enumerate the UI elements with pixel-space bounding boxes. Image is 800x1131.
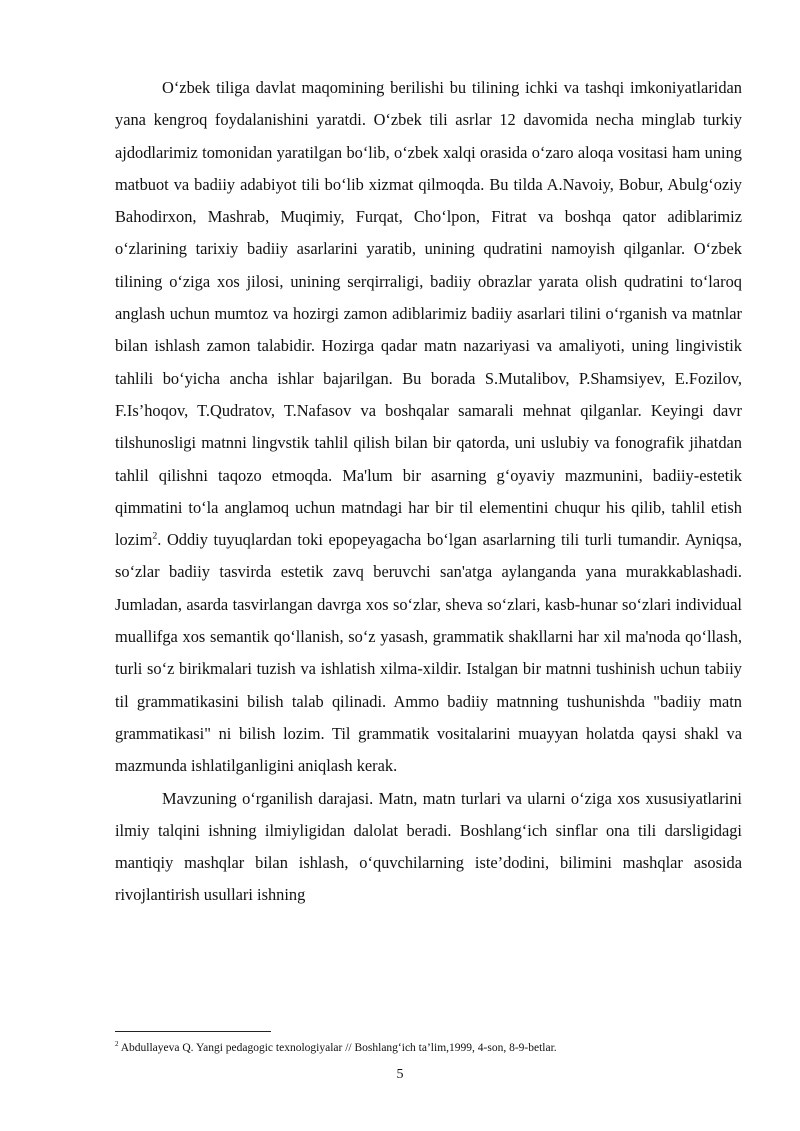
paragraph-1 xyxy=(115,72,742,783)
footnote xyxy=(115,1041,742,1056)
footnote-number: 2 xyxy=(115,1041,119,1049)
paragraph-1-text: O‘zbek tiliga davlat maqomining berilishi bu tilining ichki va tashqi imkoniyatlaridan yana kengroq foydalanishini yaratdi. O‘zbek tili asrlar 12 davomida necha minglab turkiy ajdodlarimiz tomonidan yaratilgan bo‘lib, o‘zbek xalqi orasida o‘zaro aloqa vositasi ham uning matbuot va badiiy adabiyot tili bo‘lib xizmat qilmoqda. Bu tilda A.Navoiy, Bobur, Abulg‘oziy Bahodirxon, Mashrab, Muqimiy, Furqat, Cho‘lpon, Fitrat va boshqa qator adiblarimiz o‘zlarining tarixiy badiiy asarlarini yaratib, unining qudratini namoyish qilganlar. O‘zbek tilining o‘ziga xos jilosi, unining serqirraligi, badiiy obrazlar yarata olish qudratini to‘laroq anglash uchun mumtoz va hozirgi zamon adiblarimiz badiiy asarlari tilini o‘rganish va matnlar bilan ishlash zamon talabidir. Hozirga qadar matn nazariyasi va amaliyoti, uning lingivistik tahlili bo‘yicha ancha ishlar bajarilgan. Bu borada S.Mutalibov, P.Shamsiyev, E.Fozilov, F.Is’hoqov, T.Qudratov, T.Nafasov va boshqalar samarali mehnat qilganlar. Keyingi davr tilshunosligi matnni lingvstik tahlil qilish bilan bir qatorda, uni uslubiy va fonografik jihatdan tahlil qilishni taqozo etmoqda. Ma'lum bir asarning g‘oyaviy mazmunini, badiiy-estetik qimmatini to‘la anglamoq uchun matndagi har bir til elementini chuqur his qilib, tahlil etish lozim xyxy=(115,78,742,550)
paragraph-2-text: Mavzuning o‘rganilish darajasi. Matn, matn turlari va ularni o‘ziga xos xususiyatlarini ilmiy talqini ishning ilmiyligidan dalolat beradi. Boshlang‘ich sinflar ona tili darsligidagi mantiqiy mashqlar bilan ishlash, o‘quvchilarning iste’dodini, bilimini mashqlar asosida rivojlantirish usullari ishning xyxy=(115,788,742,905)
footnote-reference[interactable]: 2 xyxy=(152,530,158,542)
footnote-separator xyxy=(115,1031,271,1032)
body-text xyxy=(115,72,742,912)
page-number: 5 xyxy=(396,1067,404,1082)
paragraph-1-text-continued: . Oddiy tuyuqlardan toki epopeyagacha bo‘lgan asarlarning tili turli tumandir. Ayniqsa, so‘zlar badiiy tasvirda estetik zavq beruvchi san'atga aylanganda yana murakkablashadi. Jumladan, asarda tasvirlangan davrga xos so‘zlar, sheva so‘zlari, kasb-hunar so‘zlari individual muallifga xos semantik qo‘llanish, so‘z yasash, grammatik shakllarni har xil ma'noda qo‘llash, turli so‘z birikmalari tuzish va ishlatish xilma-xildir. Istalgan bir matnni tushinish uchun tabiiy til grammatikasini bilish talab qilinadi. Ammo badiiy matnning tushunishda "badiiy matn grammatikasi" ni bilish lozim. Til grammatik vositalarini muayyan holatda qaysi shakl va mazmunda ishlatilganligini aniqlash kerak. xyxy=(115,530,742,776)
paragraph-2 xyxy=(115,783,742,912)
footnote-text: Abdullayeva Q. Yangi pedagogic texnologiyalar // Boshlang‘ich ta’lim,1999, 4-son, 8-9-betlar. xyxy=(118,1042,557,1054)
